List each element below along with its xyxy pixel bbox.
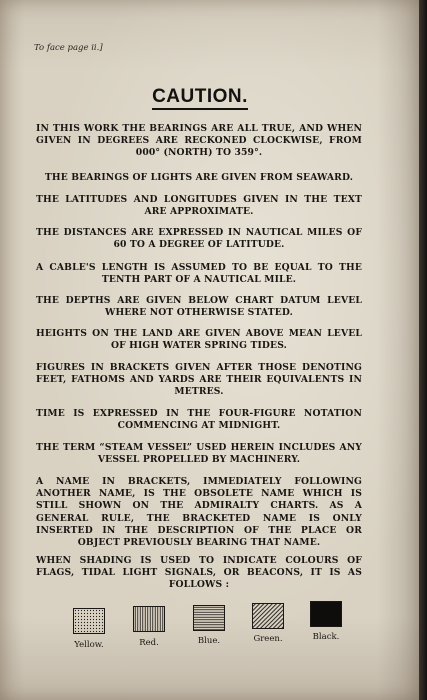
page-title bbox=[0, 86, 400, 108]
black-label: Black. bbox=[312, 632, 340, 642]
red-label: Red. bbox=[139, 638, 159, 648]
dots-pattern-icon bbox=[74, 609, 104, 633]
paragraph-lights: THE BEARINGS OF LIGHTS ARE GIVEN FROM SEAWARD. bbox=[44, 172, 354, 183]
paragraph-heights: HEIGHTS ON THE LAND ARE GIVEN ABOVE MEAN LEVEL OF HIGH WATER SPRING TIDES. bbox=[36, 328, 362, 352]
diagonal-lines-pattern-icon bbox=[253, 604, 283, 628]
shading-legend bbox=[0, 598, 419, 658]
paragraph-bearings: IN THIS WORK THE BEARINGS ARE ALL TRUE, AND WHEN GIVEN IN DEGREES ARE RECKONED CLOCKWISE, FROM 000° (NORTH) TO 359°. bbox=[36, 123, 362, 159]
caution-heading: CAUTION. bbox=[152, 86, 248, 110]
paragraph-latitudes: THE LATITUDES AND LONGITUDES GIVEN IN THE TEXT ARE APPROXIMATE. bbox=[36, 194, 362, 218]
horizontal-lines-pattern-icon bbox=[194, 606, 224, 630]
paragraph-distances: THE DISTANCES ARE EXPRESSED IN NAUTICAL MILES OF 60 TO A DEGREE OF LATITUDE. bbox=[36, 227, 362, 251]
blue-label: Blue. bbox=[197, 636, 221, 646]
yellow-swatch bbox=[73, 608, 105, 634]
paragraph-cable: A CABLE'S LENGTH IS ASSUMED TO BE EQUAL TO THE TENTH PART OF A NAUTICAL MILE. bbox=[36, 262, 362, 286]
green-swatch bbox=[252, 603, 284, 629]
yellow-label: Yellow. bbox=[74, 640, 104, 650]
paragraph-steam-vessel: THE TERM “STEAM VESSEL” USED HEREIN INCLUDES ANY VESSEL PROPELLED BY MACHINERY. bbox=[36, 442, 362, 466]
vertical-lines-pattern-icon bbox=[134, 607, 164, 631]
paragraph-names: A NAME IN BRACKETS, IMMEDIATELY FOLLOWING ANOTHER NAME, IS THE OBSOLETE NAME WHICH IS STILL SHOWN ON THE ADMIRALTY CHARTS. AS A GENERAL RULE, THE BRACKETED NAME IS ONLY INSERTED IN THE DESCRIPTION OF THE PLACE OR OBJECT PREVIOUSLY BEARING THAT NAME. bbox=[36, 476, 362, 549]
paragraph-shading: WHEN SHADING IS USED TO INDICATE COLOURS OF FLAGS, TIDAL LIGHT SIGNALS, OR BEACONS, IT IS AS FOLLOWS : bbox=[36, 555, 362, 591]
green-label: Green. bbox=[253, 634, 283, 644]
blue-swatch bbox=[193, 605, 225, 631]
book-spine-edge bbox=[419, 0, 427, 700]
face-page-note: To face page ii.] bbox=[34, 43, 103, 53]
paragraph-depths: THE DEPTHS ARE GIVEN BELOW CHART DATUM LEVEL WHERE NOT OTHERWISE STATED. bbox=[36, 295, 362, 319]
red-swatch bbox=[133, 606, 165, 632]
paragraph-figures: FIGURES IN BRACKETS GIVEN AFTER THOSE DENOTING FEET, FATHOMS AND YARDS ARE THEIR EQUIVALENTS IN METRES. bbox=[36, 362, 362, 398]
black-swatch bbox=[310, 601, 342, 627]
paragraph-time: TIME IS EXPRESSED IN THE FOUR-FIGURE NOTATION COMMENCING AT MIDNIGHT. bbox=[36, 408, 362, 432]
